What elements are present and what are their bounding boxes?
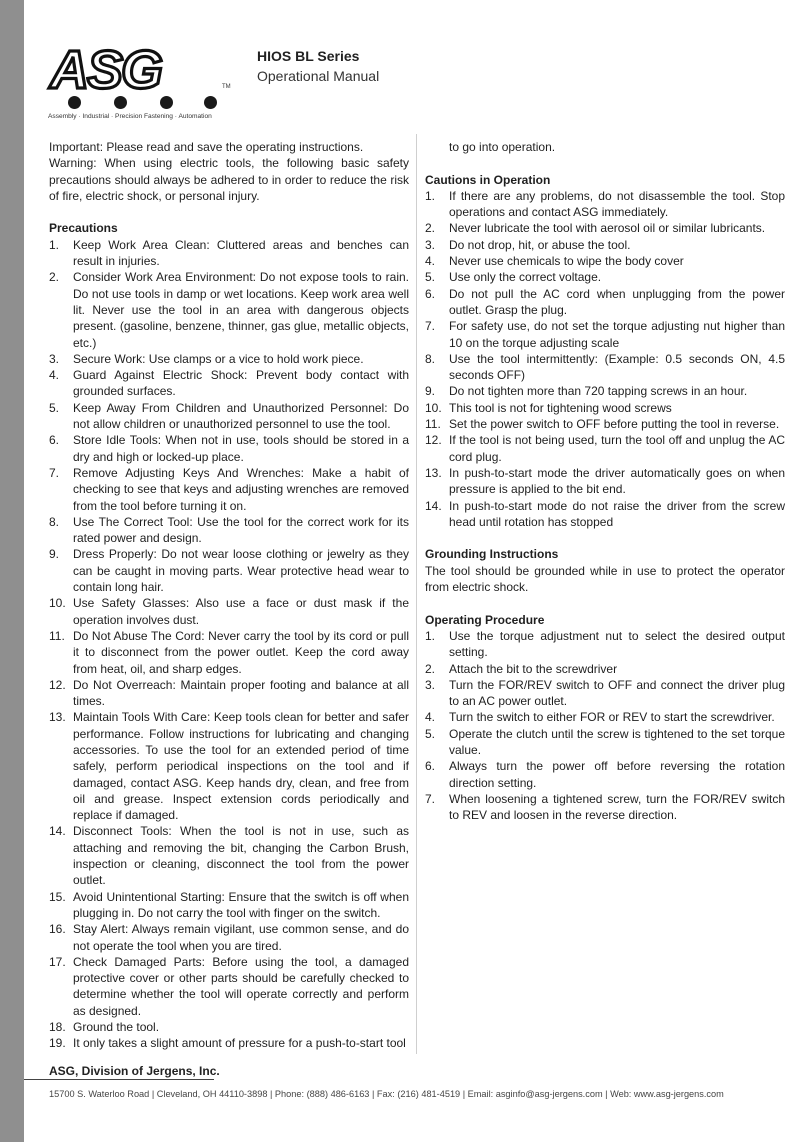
list-item-text: Turn the FOR/REV switch to OFF and connect the driver plug to an AC power outlet.	[449, 677, 785, 709]
list-item-text: Use Safety Glasses: Also use a face or dust mask if the operation involves dust.	[73, 596, 409, 627]
list-item-number: 11.	[425, 417, 441, 432]
list-item-text: Turn the switch to either FOR or REV to start the screwdriver.	[449, 710, 775, 725]
list-item	[425, 661, 785, 677]
list-item-number: 7.	[425, 319, 436, 334]
warning-note: Warning: When using electric tools, the following basic safety precautions should always be adhered to in order to reduce the risk of fire, electric shock, or personal injury.	[49, 156, 409, 203]
list-item	[425, 400, 785, 416]
list-item-number: 13.	[425, 465, 442, 480]
list-item	[425, 253, 785, 269]
list-item-number: 5.	[49, 400, 60, 415]
list-item-text: Use The Correct Tool: Use the tool for the correct work for its rated power and design.	[73, 514, 409, 546]
list-item-number: 14.	[425, 498, 442, 513]
precaution-continuation: to go into operation.	[449, 140, 556, 154]
list-item-text: Maintain Tools With Care: Keep tools clean for better and safer performance. Follow instructions for lubricating and changing accessories. To use the tool for an extended period of time safely, perform periodical inspections on the tool and if damaged, contact ASG. Keep hands dry, clean, and free from oil and grease. Inspect extension cords periodically and replace if damaged.	[73, 710, 409, 823]
list-item-number: 12.	[425, 433, 442, 448]
list-item-text: Never lubricate the tool with aerosol oil or similar lubricants.	[449, 221, 766, 236]
list-item-number: 6.	[425, 759, 436, 774]
column-divider	[416, 134, 417, 1054]
list-item	[425, 188, 785, 221]
list-item-number: 10.	[425, 400, 442, 415]
procedure-heading: Operating Procedure	[425, 612, 545, 627]
list-item-number: 17.	[49, 954, 66, 969]
list-item-text: Set the power switch to OFF before putting the tool in reverse.	[449, 417, 780, 432]
list-item	[425, 220, 785, 236]
list-item-text: Avoid Unintentional Starting: Ensure that the switch is off when plugging in. Do not carry the tool with finger on the switch.	[73, 889, 409, 920]
left-margin-bar	[0, 0, 24, 1142]
list-item	[49, 546, 409, 595]
trademark-mark: TM	[222, 84, 231, 90]
list-item-text: Use the tool intermittently: (Example: 0.5 seconds ON, 4.5 seconds OFF)	[449, 351, 785, 383]
list-item	[49, 367, 409, 400]
list-item	[49, 823, 409, 888]
list-item	[49, 889, 409, 922]
footer-rule	[24, 1079, 214, 1080]
list-item	[425, 432, 785, 465]
list-item-number: 1.	[425, 188, 436, 203]
list-item	[49, 595, 409, 628]
list-item-text: When loosening a tightened screw, turn the FOR/REV switch to REV and loosen in the reverse direction.	[449, 791, 785, 823]
list-item	[425, 237, 785, 253]
list-item-number: 12.	[49, 677, 66, 692]
list-item	[49, 628, 409, 677]
list-item-number: 14.	[49, 824, 66, 839]
list-item-number: 4.	[49, 368, 60, 383]
logo-dot	[160, 96, 173, 109]
asg-logo-wordmark	[46, 44, 236, 96]
list-item-number: 6.	[49, 433, 60, 448]
manual-title: Operational Manual	[257, 68, 380, 84]
list-item-text: In push-to-start mode do not raise the driver from the screw head until rotation has stopped	[449, 498, 785, 529]
list-item	[425, 498, 785, 531]
list-item-number: 7.	[49, 465, 60, 480]
list-item-number: 2.	[425, 221, 436, 236]
title-block	[257, 46, 379, 86]
list-item-text: Store Idle Tools: When not in use, tools should be stored in a dry and high or locked-up place.	[73, 433, 409, 464]
list-item	[49, 921, 409, 954]
list-item-text: Operate the clutch until the screw is tightened to the set torque value.	[449, 726, 785, 757]
list-item-text: Do Not Abuse The Cord: Never carry the tool by its cord or pull it to disconnect from the power outlet. Keep the cord away from heat, oil, and sharp edges.	[73, 628, 409, 676]
list-item-text: Do Not Overreach: Maintain proper footing and balance at all times.	[73, 677, 409, 709]
list-item-number: 8.	[49, 514, 60, 529]
list-item-number: 16.	[49, 922, 66, 937]
logo-dot	[114, 96, 127, 109]
list-item	[425, 709, 785, 725]
list-item	[49, 514, 409, 547]
list-item-text: Consider Work Area Environment: Do not expose tools to rain. Do not use tools in damp or wet locations. Keep work area well lit. Never use the tool in an area with dangerous objects present. (gasoline, benzene, thinner, gas glue, metallic objects, etc.)	[73, 270, 409, 350]
footer-company: ASG, Division of Jergens, Inc.	[49, 1064, 220, 1078]
list-item	[425, 351, 785, 384]
list-item	[425, 758, 785, 791]
list-item	[49, 351, 409, 367]
list-item-text: Guard Against Electric Shock: Prevent body contact with grounded surfaces.	[73, 368, 409, 399]
list-item-text: Check Damaged Parts: Before using the tool, a damaged protective cover or other parts should be carefully checked to determine whether the tool will operate correctly and perform as designed.	[73, 954, 409, 1018]
list-item	[425, 286, 785, 319]
list-item-text: Do not pull the AC cord when unplugging from the power outlet. Grasp the plug.	[449, 286, 785, 317]
list-item-text: Ground the tool.	[73, 1020, 160, 1035]
list-item-text: Never use chemicals to wipe the body cover	[449, 254, 684, 269]
list-item-text: In push-to-start mode the driver automatically goes on when pressure is applied to the bit end.	[449, 465, 785, 497]
list-item-text: Secure Work: Use clamps or a vice to hold work piece.	[73, 351, 364, 366]
list-item-number: 3.	[425, 677, 436, 692]
list-item-number: 18.	[49, 1020, 66, 1035]
footer-contact: 15700 S. Waterloo Road | Cleveland, OH 44110-3898 | Phone: (888) 486-6163 | Fax: (216) 481-4519 | Email: asginfo@asg-jergens.com | Web: www.asg-jergens.com	[49, 1089, 724, 1099]
left-column	[49, 139, 409, 1052]
list-item-text: Always turn the power off before reversing the rotation direction setting.	[449, 759, 785, 790]
precautions-heading: Precautions	[49, 221, 118, 236]
list-item-number: 7.	[425, 791, 436, 806]
list-item-text: This tool is not for tightening wood screws	[449, 400, 672, 415]
important-note: Important: Please read and save the operating instructions.	[49, 140, 364, 154]
list-item	[49, 1019, 409, 1035]
list-item-text: Do not tighten more than 720 tapping screws in an hour.	[449, 384, 748, 399]
logo-dots	[68, 96, 218, 110]
list-item-number: 5.	[425, 726, 436, 741]
list-item-number: 2.	[425, 661, 436, 676]
list-item-number: 9.	[49, 547, 60, 562]
list-item-number: 1.	[49, 237, 60, 252]
list-item	[49, 465, 409, 514]
grounding-heading: Grounding Instructions	[425, 547, 559, 562]
list-item-text: If there are any problems, do not disassemble the tool. Stop operations and contact ASG immediately.	[449, 188, 785, 220]
list-item	[49, 709, 409, 823]
list-item-text: Use the torque adjustment nut to select the desired output setting.	[449, 628, 785, 660]
list-item-text: Keep Work Area Clean: Cluttered areas and benches can result in injuries.	[73, 237, 409, 269]
list-item-number: 5.	[425, 270, 436, 285]
logo-dot	[204, 96, 217, 109]
precautions-list	[49, 237, 409, 1052]
list-item	[425, 416, 785, 432]
list-item-text: Use only the correct voltage.	[449, 270, 602, 285]
list-item	[425, 383, 785, 399]
cautions-list	[425, 188, 785, 530]
list-item-number: 1.	[425, 628, 436, 643]
list-item-text: Stay Alert: Always remain vigilant, use common sense, and do not operate the tool when you are tired.	[73, 922, 409, 953]
list-item-number: 9.	[425, 384, 436, 399]
procedure-list	[425, 628, 785, 824]
logo-dot	[68, 96, 81, 109]
list-item	[49, 400, 409, 433]
list-item-number: 3.	[425, 237, 436, 252]
right-column	[425, 139, 785, 823]
list-item-number: 10.	[49, 596, 66, 611]
list-item	[425, 726, 785, 759]
list-item-number: 2.	[49, 270, 60, 285]
grounding-text: The tool should be grounded while in use to protect the operator from electric shock.	[425, 563, 785, 595]
list-item-text: Dress Properly: Do not wear loose clothing or jewelry as they can be caught in moving parts. Wear protective head wear to contain long hair.	[73, 547, 409, 595]
list-item-number: 11.	[49, 628, 65, 643]
asg-logo	[46, 44, 242, 126]
asg-logo-text: ASG	[50, 44, 162, 96]
list-item-text: Disconnect Tools: When the tool is not in use, such as attaching and removing the bit, changing the Carbon Brush, inspection or cleaning, disconnect the tool from the power outlet.	[73, 824, 409, 888]
list-item-text: If the tool is not being used, turn the tool off and unplug the AC cord plug.	[449, 433, 785, 464]
list-item-number: 6.	[425, 286, 436, 301]
list-item	[49, 432, 409, 465]
list-item-text: Attach the bit to the screwdriver	[449, 661, 618, 676]
cautions-heading: Cautions in Operation	[425, 172, 551, 187]
list-item-text: Remove Adjusting Keys And Wrenches: Make a habit of checking to see that keys and adjusting wrenches are removed from the tool before turning it on.	[73, 465, 409, 513]
list-item	[49, 954, 409, 1019]
list-item-text: Do not drop, hit, or abuse the tool.	[449, 237, 631, 252]
list-item	[425, 677, 785, 710]
list-item	[49, 677, 409, 710]
list-item-number: 4.	[425, 710, 436, 725]
list-item	[49, 237, 409, 270]
list-item-number: 8.	[425, 351, 436, 366]
list-item	[49, 1035, 409, 1051]
list-item	[425, 318, 785, 351]
list-item	[425, 465, 785, 498]
list-item	[425, 269, 785, 285]
list-item-number: 4.	[425, 254, 436, 269]
list-item-text: It only takes a slight amount of pressure for a push-to-start tool	[73, 1036, 406, 1051]
list-item-number: 13.	[49, 710, 66, 725]
list-item-number: 19.	[49, 1036, 66, 1051]
list-item-text: Keep Away From Children and Unauthorized Personnel: Do not allow children or unauthorized personnel to use the tool.	[73, 400, 409, 432]
list-item	[425, 628, 785, 661]
logo-tagline: Assembly · Industrial · Precision Fastening · Automation	[48, 113, 212, 120]
series-title: HIOS BL Series	[257, 48, 360, 64]
list-item-number: 3.	[49, 351, 60, 366]
list-item-number: 15.	[49, 889, 66, 904]
list-item-text: For safety use, do not set the torque adjusting nut higher than 10 on the torque adjusting scale	[449, 319, 785, 350]
list-item	[425, 791, 785, 824]
list-item	[49, 269, 409, 350]
